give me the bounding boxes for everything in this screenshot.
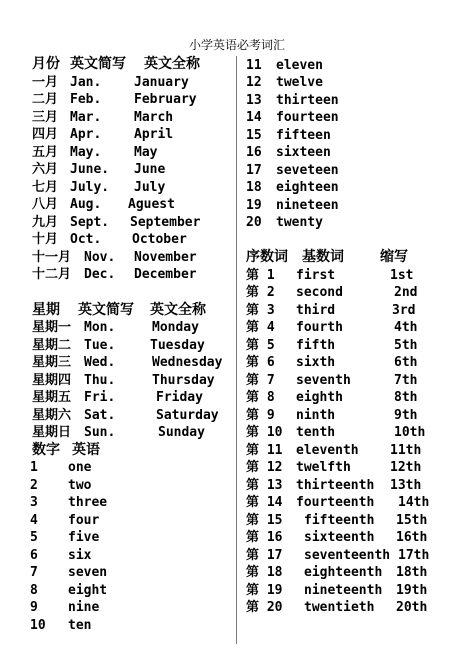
month-cn: 二月 [32, 92, 59, 107]
month-cn: 十一月 [32, 250, 72, 265]
ordinal-abbr: 15th [396, 513, 428, 528]
weekday-full: Friday [156, 390, 203, 405]
ordinal-word: fifteenth [304, 513, 375, 528]
ordinal-word: first [296, 268, 336, 283]
ordinal-word: tenth [296, 425, 336, 440]
ordinal-word: fifth [296, 338, 336, 353]
month-cn: 三月 [32, 110, 59, 125]
number-digit: 9 [30, 600, 38, 615]
ordinal-cn: 第 1 [246, 268, 275, 283]
ordinals-header-col1: 序数词 [246, 249, 288, 265]
ordinal-abbr: 2nd [394, 285, 418, 300]
month-full: December [134, 267, 197, 282]
ordinal-cn: 第 14 [246, 495, 283, 510]
ordinal-abbr: 20th [396, 600, 428, 615]
ordinal-cn: 第 2 [246, 285, 275, 300]
ordinal-word: eighth [296, 390, 343, 405]
month-full: November [134, 250, 197, 265]
month-cn: 四月 [32, 127, 59, 142]
number-digit: 3 [30, 495, 38, 510]
number-word: nineteen [276, 198, 339, 213]
weekday-cn: 星期六 [32, 408, 72, 423]
month-full: October [132, 232, 187, 247]
weekday-full: Monday [152, 320, 199, 335]
number-word: eleven [276, 58, 323, 73]
number-digit: 17 [246, 163, 262, 178]
number-word: seveteen [276, 163, 339, 178]
ordinal-cn: 第 15 [246, 513, 283, 528]
number-digit: 18 [246, 180, 262, 195]
ordinal-word: fourth [296, 320, 343, 335]
month-full: September [130, 215, 201, 230]
ordinal-abbr: 6th [394, 355, 418, 370]
column-divider [236, 56, 237, 644]
ordinal-abbr: 8th [394, 390, 418, 405]
months-header-col3: 英文全称 [144, 56, 200, 72]
ordinal-cn: 第 3 [246, 303, 275, 318]
weekday-cn: 星期二 [32, 338, 72, 353]
number-word: one [68, 460, 92, 475]
month-abbr: Feb. [70, 92, 102, 107]
numbers-header-col1: 数字 [32, 442, 60, 458]
weekday-cn: 星期四 [32, 373, 72, 388]
ordinal-cn: 第 20 [246, 600, 283, 615]
number-word: two [68, 478, 92, 493]
ordinal-cn: 第 19 [246, 583, 283, 598]
ordinal-abbr: 18th [396, 565, 428, 580]
month-abbr: Jan. [70, 75, 102, 90]
weekday-full: Wednesday [152, 355, 223, 370]
number-digit: 19 [246, 198, 262, 213]
ordinal-abbr: 3rd [392, 303, 416, 318]
weekday-abbr: Sun. [84, 425, 116, 440]
month-cn: 一月 [32, 75, 59, 90]
number-digit: 6 [30, 548, 38, 563]
ordinal-abbr: 13th [390, 478, 422, 493]
month-abbr: Aug. [70, 197, 102, 212]
month-abbr: Oct. [70, 232, 102, 247]
month-full: May [134, 145, 158, 160]
month-cn: 八月 [32, 197, 59, 212]
month-abbr: Dec. [84, 267, 116, 282]
ordinal-abbr: 11th [390, 443, 422, 458]
number-digit: 2 [30, 478, 38, 493]
number-word: four [68, 513, 100, 528]
weekday-full: Sunday [158, 425, 205, 440]
ordinal-word: twelfth [296, 460, 351, 475]
month-abbr: Apr. [70, 127, 102, 142]
ordinal-word: eleventh [296, 443, 359, 458]
ordinal-cn: 第 11 [246, 443, 283, 458]
number-digit: 5 [30, 530, 38, 545]
month-cn: 七月 [32, 180, 59, 195]
numbers-header-col2: 英语 [72, 442, 100, 458]
weekday-abbr: Tue. [84, 338, 116, 353]
months-header-col2: 英文简写 [70, 56, 126, 72]
number-word: five [68, 530, 100, 545]
number-digit: 10 [30, 618, 46, 633]
ordinals-header-col3: 缩写 [380, 249, 408, 265]
ordinal-abbr: 17th [398, 548, 430, 563]
ordinal-cn: 第 8 [246, 390, 275, 405]
weekday-full: Saturday [156, 408, 219, 423]
number-digit: 20 [246, 215, 262, 230]
ordinal-word: thirteenth [296, 478, 375, 493]
ordinal-abbr: 14th [398, 495, 430, 510]
weekday-full: Tuesday [150, 338, 205, 353]
number-word: thirteen [276, 93, 339, 108]
ordinal-cn: 第 9 [246, 408, 275, 423]
ordinal-abbr: 5th [394, 338, 418, 353]
ordinals-header-col2: 基数词 [302, 249, 344, 265]
number-word: seven [68, 565, 108, 580]
ordinal-abbr: 19th [396, 583, 428, 598]
number-digit: 16 [246, 145, 262, 160]
weekdays-header-col1: 星期 [32, 302, 60, 318]
number-word: eight [68, 583, 108, 598]
ordinal-cn: 第 17 [246, 548, 283, 563]
number-digit: 14 [246, 110, 262, 125]
weekday-cn: 星期三 [32, 355, 72, 370]
ordinal-cn: 第 13 [246, 478, 283, 493]
weekday-abbr: Mon. [84, 320, 116, 335]
number-digit: 8 [30, 583, 38, 598]
month-cn: 十二月 [32, 267, 72, 282]
number-word: eighteen [276, 180, 339, 195]
month-abbr: Mar. [70, 110, 102, 125]
weekday-abbr: Sat. [84, 408, 116, 423]
ordinal-word: twentieth [304, 600, 375, 615]
ordinal-cn: 第 18 [246, 565, 283, 580]
number-word: twenty [276, 215, 323, 230]
ordinal-word: ninth [296, 408, 336, 423]
number-digit: 12 [246, 75, 262, 90]
ordinal-abbr: 16th [396, 530, 428, 545]
month-full: January [134, 75, 189, 90]
number-word: six [68, 548, 92, 563]
weekday-cn: 星期一 [32, 320, 72, 335]
number-digit: 4 [30, 513, 38, 528]
ordinal-cn: 第 10 [246, 425, 283, 440]
weekday-abbr: Thu. [84, 373, 116, 388]
month-abbr: Sept. [70, 215, 110, 230]
month-cn: 十月 [32, 232, 59, 247]
ordinal-word: sixth [296, 355, 336, 370]
month-full: Aguest [128, 197, 175, 212]
ordinal-abbr: 7th [394, 373, 418, 388]
weekdays-header-col3: 英文全称 [150, 302, 206, 318]
number-word: sixteen [276, 145, 331, 160]
ordinal-cn: 第 5 [246, 338, 275, 353]
number-word: nine [68, 600, 100, 615]
weekday-cn: 星期五 [32, 390, 72, 405]
weekday-abbr: Fri. [84, 390, 116, 405]
ordinal-word: eighteenth [304, 565, 383, 580]
ordinal-word: sixteenth [304, 530, 375, 545]
ordinal-word: third [296, 303, 336, 318]
weekday-full: Thursday [152, 373, 215, 388]
ordinal-word: second [296, 285, 343, 300]
month-full: April [134, 127, 174, 142]
page-title: 小学英语必考词汇 [188, 38, 285, 52]
number-word: fifteen [276, 128, 331, 143]
weekday-abbr: Wed. [84, 355, 116, 370]
number-digit: 13 [246, 93, 262, 108]
ordinal-abbr: 9th [394, 408, 418, 423]
month-abbr: July. [70, 180, 110, 195]
ordinal-word: seventeenth [304, 548, 391, 563]
number-digit: 7 [30, 565, 38, 580]
month-abbr: June. [70, 162, 110, 177]
month-cn: 九月 [32, 215, 59, 230]
month-cn: 六月 [32, 162, 59, 177]
ordinal-word: seventh [296, 373, 351, 388]
ordinal-cn: 第 7 [246, 373, 275, 388]
weekday-cn: 星期日 [32, 425, 72, 440]
ordinal-cn: 第 6 [246, 355, 275, 370]
ordinal-word: fourteenth [296, 495, 375, 510]
weekdays-header-col2: 英文简写 [78, 302, 134, 318]
ordinal-abbr: 10th [394, 425, 426, 440]
ordinal-cn: 第 12 [246, 460, 283, 475]
month-full: June [134, 162, 166, 177]
number-digit: 11 [246, 58, 262, 73]
month-cn: 五月 [32, 145, 59, 160]
month-abbr: Nov. [84, 250, 116, 265]
month-full: July [134, 180, 166, 195]
month-full: February [134, 92, 197, 107]
ordinal-abbr: 4th [394, 320, 418, 335]
ordinal-abbr: 12th [390, 460, 422, 475]
ordinal-cn: 第 16 [246, 530, 283, 545]
number-digit: 1 [30, 460, 38, 475]
month-abbr: May. [70, 145, 102, 160]
number-digit: 15 [246, 128, 262, 143]
number-word: twelve [276, 75, 323, 90]
number-word: three [68, 495, 108, 510]
ordinal-abbr: 1st [390, 268, 414, 283]
month-full: March [134, 110, 174, 125]
months-header-col1: 月份 [32, 56, 60, 72]
ordinal-cn: 第 4 [246, 320, 275, 335]
ordinal-word: nineteenth [304, 583, 383, 598]
number-word: fourteen [276, 110, 339, 125]
number-word: ten [68, 618, 92, 633]
